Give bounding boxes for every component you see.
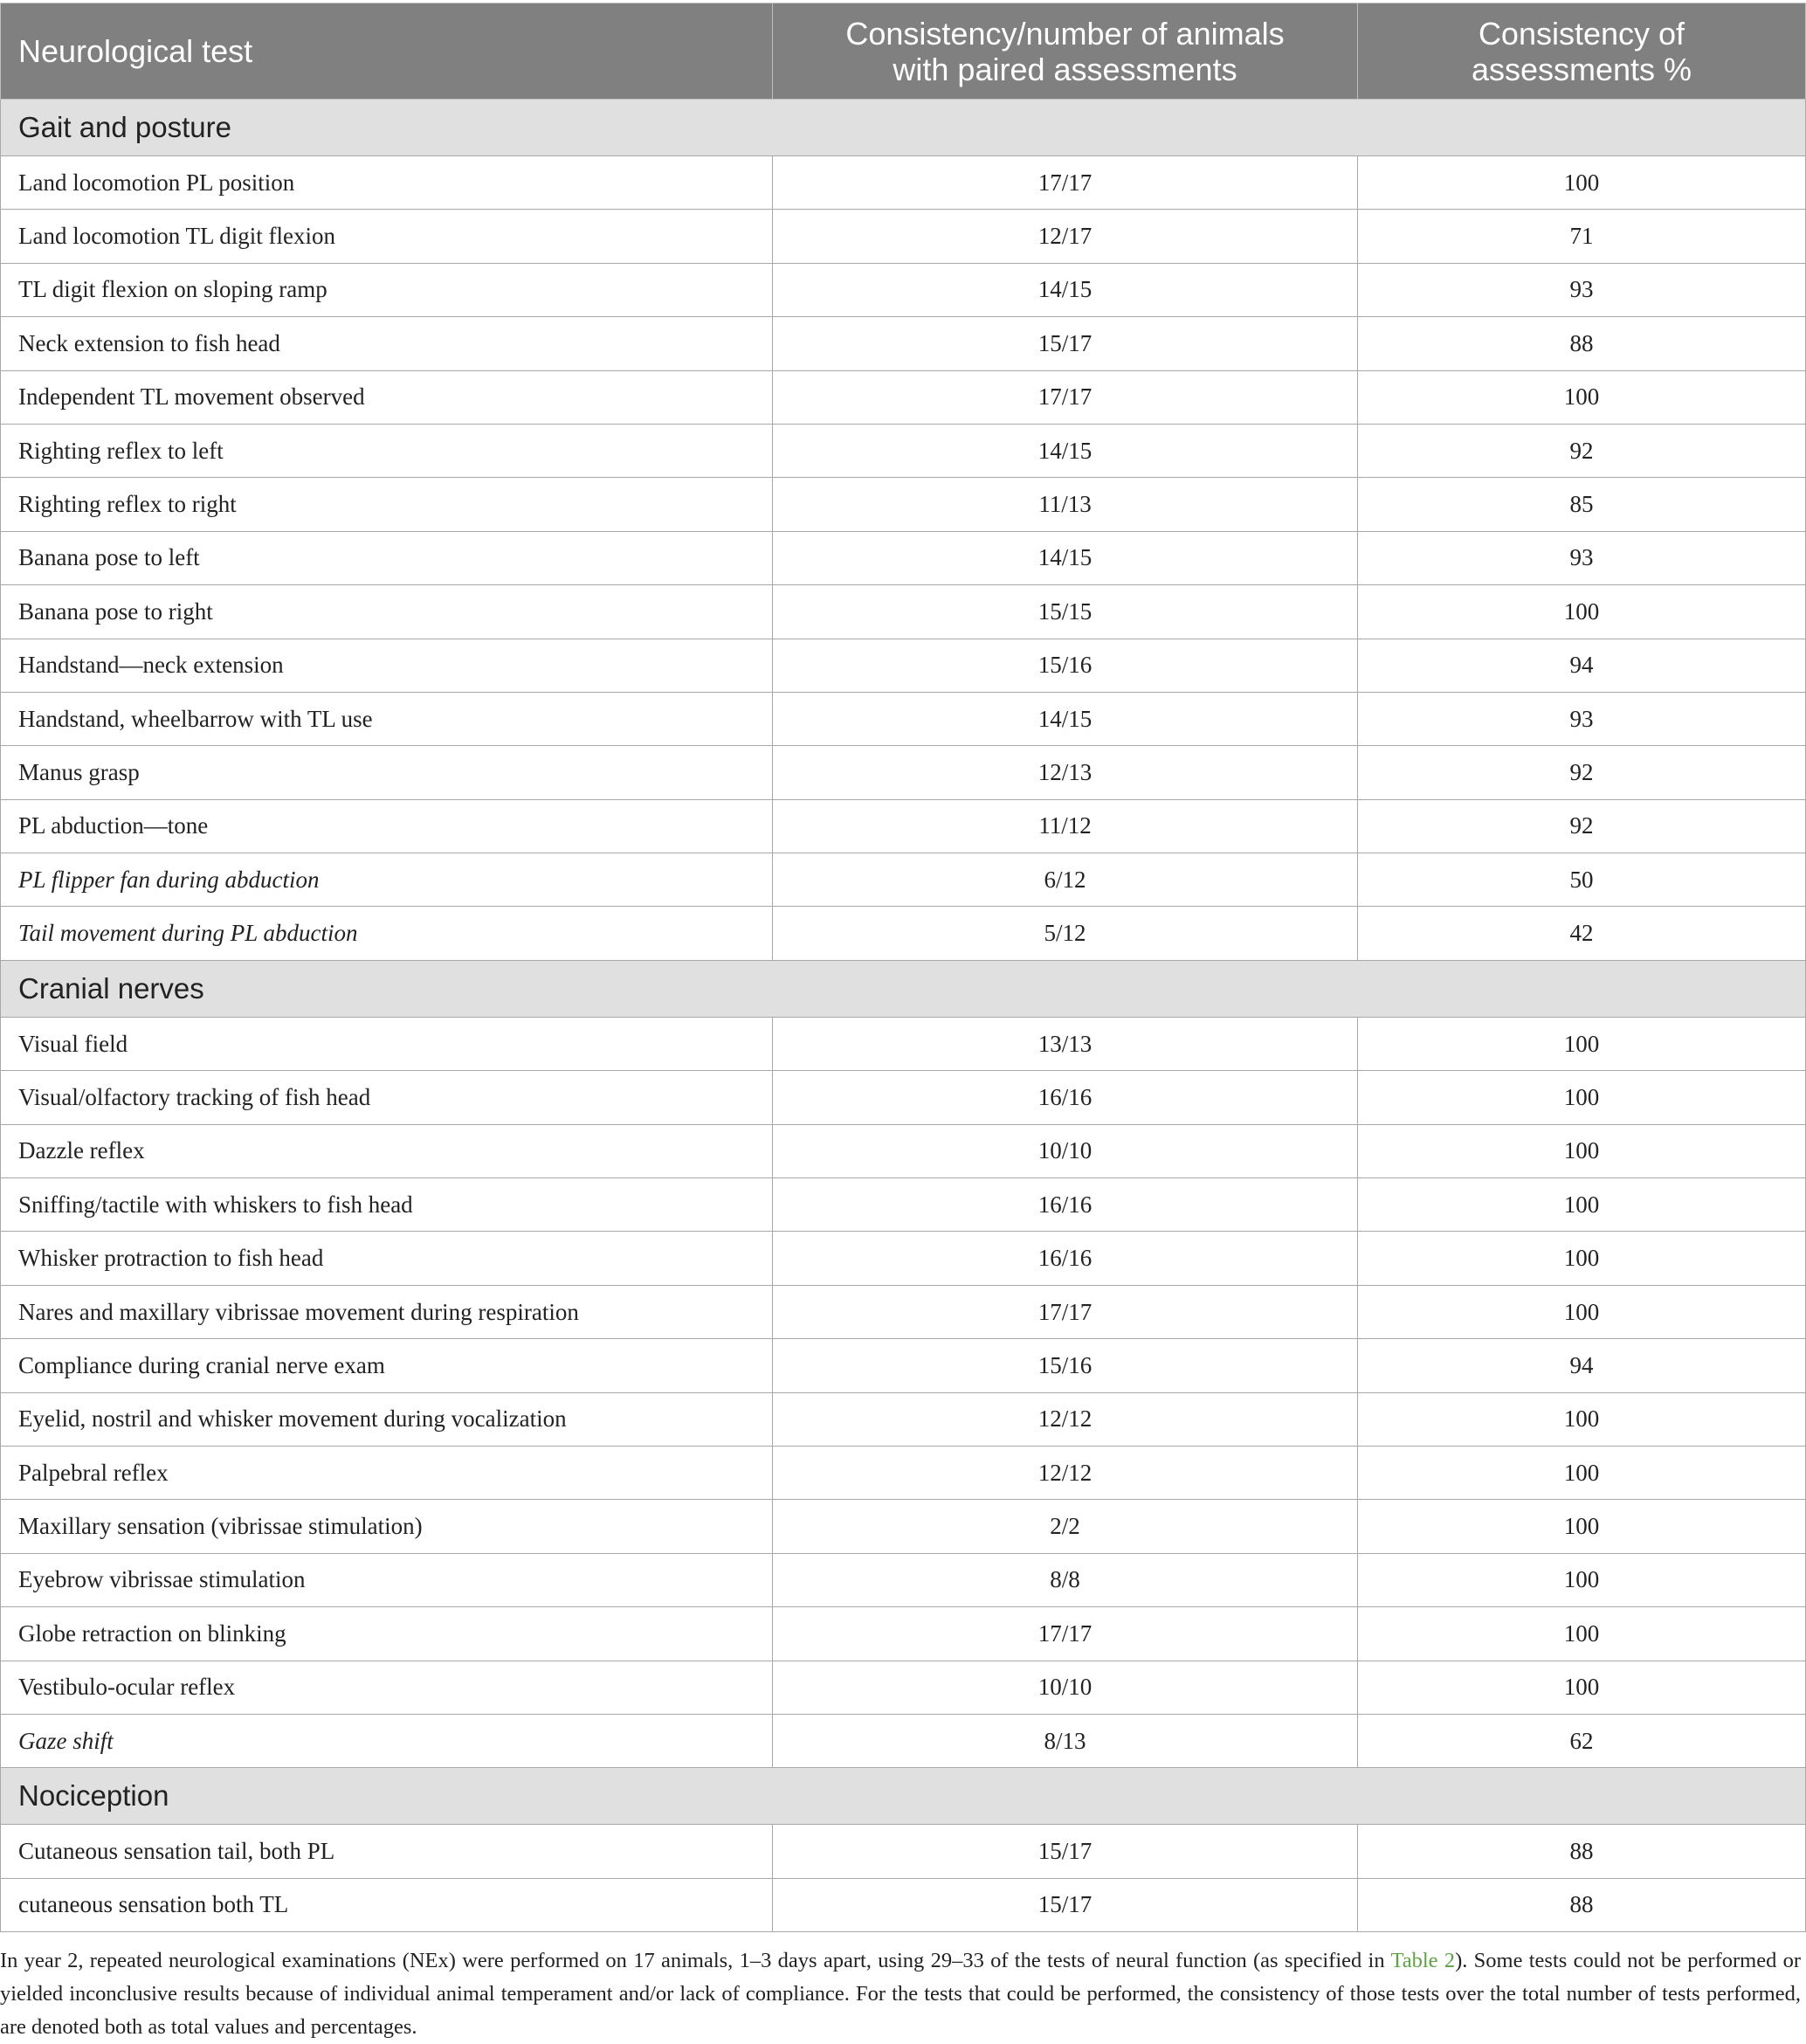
test-name-cell: Handstand, wheelbarrow with TL use xyxy=(1,692,773,745)
percent-cell: 88 xyxy=(1358,1878,1806,1931)
percent-cell: 93 xyxy=(1358,263,1806,316)
test-name-cell: Banana pose to left xyxy=(1,531,773,584)
table-row xyxy=(1,1878,1806,1931)
percent-cell: 100 xyxy=(1358,585,1806,639)
percent-cell: 100 xyxy=(1358,370,1806,424)
table-row xyxy=(1,1178,1806,1232)
percent-cell: 93 xyxy=(1358,692,1806,745)
table-row xyxy=(1,424,1806,477)
section-row xyxy=(1,960,1806,1017)
count-cell: 15/17 xyxy=(773,1825,1358,1878)
count-cell: 14/15 xyxy=(773,692,1358,745)
percent-cell: 100 xyxy=(1358,1446,1806,1499)
percent-cell: 100 xyxy=(1358,156,1806,210)
test-name-cell: Nares and maxillary vibrissae movement during respiration xyxy=(1,1285,773,1338)
test-name-cell: Visual field xyxy=(1,1017,773,1070)
test-name-cell: Visual/olfactory tracking of fish head xyxy=(1,1071,773,1124)
percent-cell: 50 xyxy=(1358,853,1806,907)
table-row xyxy=(1,639,1806,692)
test-name-cell: Eyelid, nostril and whisker movement during vocalization xyxy=(1,1392,773,1446)
percent-cell: 88 xyxy=(1358,1825,1806,1878)
count-cell: 16/16 xyxy=(773,1232,1358,1285)
table-row xyxy=(1,370,1806,424)
table-row xyxy=(1,1392,1806,1446)
count-cell: 17/17 xyxy=(773,1285,1358,1338)
percent-cell: 94 xyxy=(1358,639,1806,692)
count-cell: 10/10 xyxy=(773,1124,1358,1177)
table-row xyxy=(1,746,1806,799)
footnote-text-after: ). Some tests could not be performed or yielded inconclusive results because of individual animal temperament and/or lack of compliance. For the tests that could be performed, the consistency of those tests over the total number of tests performed, are denoted both as total values and percentages. xyxy=(0,1949,1802,2039)
table-container xyxy=(0,3,1805,1932)
test-name-cell: Palpebral reflex xyxy=(1,1446,773,1499)
count-cell: 17/17 xyxy=(773,370,1358,424)
count-cell: 12/12 xyxy=(773,1446,1358,1499)
section-row xyxy=(1,1768,1806,1825)
count-cell: 16/16 xyxy=(773,1178,1358,1232)
test-name-cell: Land locomotion TL digit flexion xyxy=(1,210,773,263)
test-name-cell: Vestibulo-ocular reflex xyxy=(1,1661,773,1714)
table-row xyxy=(1,156,1806,210)
percent-cell: 100 xyxy=(1358,1178,1806,1232)
section-title: Nociception xyxy=(1,1768,1806,1825)
test-name-cell: Eyebrow vibrissae stimulation xyxy=(1,1553,773,1606)
table-row xyxy=(1,1553,1806,1606)
table-row xyxy=(1,478,1806,531)
test-name-cell: Cutaneous sensation tail, both PL xyxy=(1,1825,773,1878)
percent-cell: 100 xyxy=(1358,1124,1806,1177)
count-cell: 6/12 xyxy=(773,853,1358,907)
percent-cell: 100 xyxy=(1358,1017,1806,1070)
percent-cell: 100 xyxy=(1358,1071,1806,1124)
count-cell: 14/15 xyxy=(773,531,1358,584)
count-cell: 5/12 xyxy=(773,907,1358,960)
count-cell: 15/16 xyxy=(773,639,1358,692)
table-row xyxy=(1,531,1806,584)
count-cell: 15/17 xyxy=(773,1878,1358,1931)
table-row xyxy=(1,1017,1806,1070)
table-row xyxy=(1,263,1806,316)
test-name-cell: Righting reflex to left xyxy=(1,424,773,477)
count-cell: 15/16 xyxy=(773,1339,1358,1392)
count-cell: 10/10 xyxy=(773,1661,1358,1714)
count-cell: 2/2 xyxy=(773,1500,1358,1553)
percent-cell: 62 xyxy=(1358,1714,1806,1767)
footnote-text-before: In year 2, repeated neurological examinations (NEx) were performed on 17 animals, 1–3 days apart, using 29–33 of the tests of neural function (as specified in xyxy=(0,1949,1391,1972)
percent-cell: 88 xyxy=(1358,317,1806,370)
count-cell: 14/15 xyxy=(773,263,1358,316)
table-body xyxy=(1,100,1806,1932)
percent-cell: 100 xyxy=(1358,1553,1806,1606)
header-row xyxy=(1,3,1806,100)
test-name-cell: Banana pose to right xyxy=(1,585,773,639)
table-row xyxy=(1,907,1806,960)
percent-cell: 71 xyxy=(1358,210,1806,263)
table-row xyxy=(1,1446,1806,1499)
count-cell: 8/13 xyxy=(773,1714,1358,1767)
percent-cell: 100 xyxy=(1358,1392,1806,1446)
percent-cell: 42 xyxy=(1358,907,1806,960)
section-row xyxy=(1,100,1806,156)
header-consistency-percent xyxy=(1358,3,1806,100)
table-row xyxy=(1,317,1806,370)
header-consistency-number xyxy=(773,3,1358,100)
test-name-cell: Maxillary sensation (vibrissae stimulation) xyxy=(1,1500,773,1553)
percent-cell: 100 xyxy=(1358,1285,1806,1338)
test-name-cell: TL digit flexion on sloping ramp xyxy=(1,263,773,316)
table-header xyxy=(1,3,1806,100)
count-cell: 17/17 xyxy=(773,156,1358,210)
test-name-cell: Gaze shift xyxy=(1,1714,773,1767)
table-row xyxy=(1,1661,1806,1714)
table-row xyxy=(1,1339,1806,1392)
percent-cell: 94 xyxy=(1358,1339,1806,1392)
header-col2-line2: with paired assessments xyxy=(893,51,1237,87)
table-footnote xyxy=(0,1944,1801,2044)
header-col3-line2: assessments % xyxy=(1471,51,1692,87)
test-name-cell: Land locomotion PL position xyxy=(1,156,773,210)
test-name-cell: Dazzle reflex xyxy=(1,1124,773,1177)
test-name-cell: Neck extension to fish head xyxy=(1,317,773,370)
neurological-test-table xyxy=(0,3,1806,1932)
count-cell: 16/16 xyxy=(773,1071,1358,1124)
table-row xyxy=(1,799,1806,853)
table-row xyxy=(1,210,1806,263)
header-col1-line1: Neurological test xyxy=(18,33,253,69)
count-cell: 12/12 xyxy=(773,1392,1358,1446)
percent-cell: 93 xyxy=(1358,531,1806,584)
percent-cell: 100 xyxy=(1358,1607,1806,1661)
count-cell: 11/12 xyxy=(773,799,1358,853)
count-cell: 11/13 xyxy=(773,478,1358,531)
count-cell: 12/13 xyxy=(773,746,1358,799)
count-cell: 8/8 xyxy=(773,1553,1358,1606)
test-name-cell: Sniffing/tactile with whiskers to fish head xyxy=(1,1178,773,1232)
test-name-cell: PL flipper fan during abduction xyxy=(1,853,773,907)
table-row xyxy=(1,1825,1806,1878)
table-row xyxy=(1,853,1806,907)
table-row xyxy=(1,1071,1806,1124)
table-row xyxy=(1,1714,1806,1767)
test-name-cell: Independent TL movement observed xyxy=(1,370,773,424)
table-row xyxy=(1,1232,1806,1285)
test-name-cell: cutaneous sensation both TL xyxy=(1,1878,773,1931)
percent-cell: 92 xyxy=(1358,799,1806,853)
table-row xyxy=(1,1607,1806,1661)
table-row xyxy=(1,1500,1806,1553)
count-cell: 17/17 xyxy=(773,1607,1358,1661)
count-cell: 12/17 xyxy=(773,210,1358,263)
test-name-cell: Handstand—neck extension xyxy=(1,639,773,692)
test-name-cell: Whisker protraction to fish head xyxy=(1,1232,773,1285)
percent-cell: 85 xyxy=(1358,478,1806,531)
section-title: Gait and posture xyxy=(1,100,1806,156)
percent-cell: 100 xyxy=(1358,1232,1806,1285)
count-cell: 14/15 xyxy=(773,424,1358,477)
test-name-cell: Righting reflex to right xyxy=(1,478,773,531)
header-neurological-test xyxy=(1,3,773,100)
test-name-cell: Compliance during cranial nerve exam xyxy=(1,1339,773,1392)
percent-cell: 92 xyxy=(1358,424,1806,477)
header-col2-line1: Consistency/number of animals xyxy=(845,15,1285,52)
table-row xyxy=(1,692,1806,745)
percent-cell: 100 xyxy=(1358,1500,1806,1553)
count-cell: 15/15 xyxy=(773,585,1358,639)
section-title: Cranial nerves xyxy=(1,960,1806,1017)
table-row xyxy=(1,1285,1806,1338)
test-name-cell: Globe retraction on blinking xyxy=(1,1607,773,1661)
table-row xyxy=(1,1124,1806,1177)
count-cell: 15/17 xyxy=(773,317,1358,370)
table-2-link[interactable]: Table 2 xyxy=(1390,1949,1456,1972)
test-name-cell: Tail movement during PL abduction xyxy=(1,907,773,960)
header-col3-line1: Consistency of xyxy=(1478,15,1685,52)
percent-cell: 92 xyxy=(1358,746,1806,799)
test-name-cell: Manus grasp xyxy=(1,746,773,799)
table-row xyxy=(1,585,1806,639)
count-cell: 13/13 xyxy=(773,1017,1358,1070)
test-name-cell: PL abduction—tone xyxy=(1,799,773,853)
percent-cell: 100 xyxy=(1358,1661,1806,1714)
